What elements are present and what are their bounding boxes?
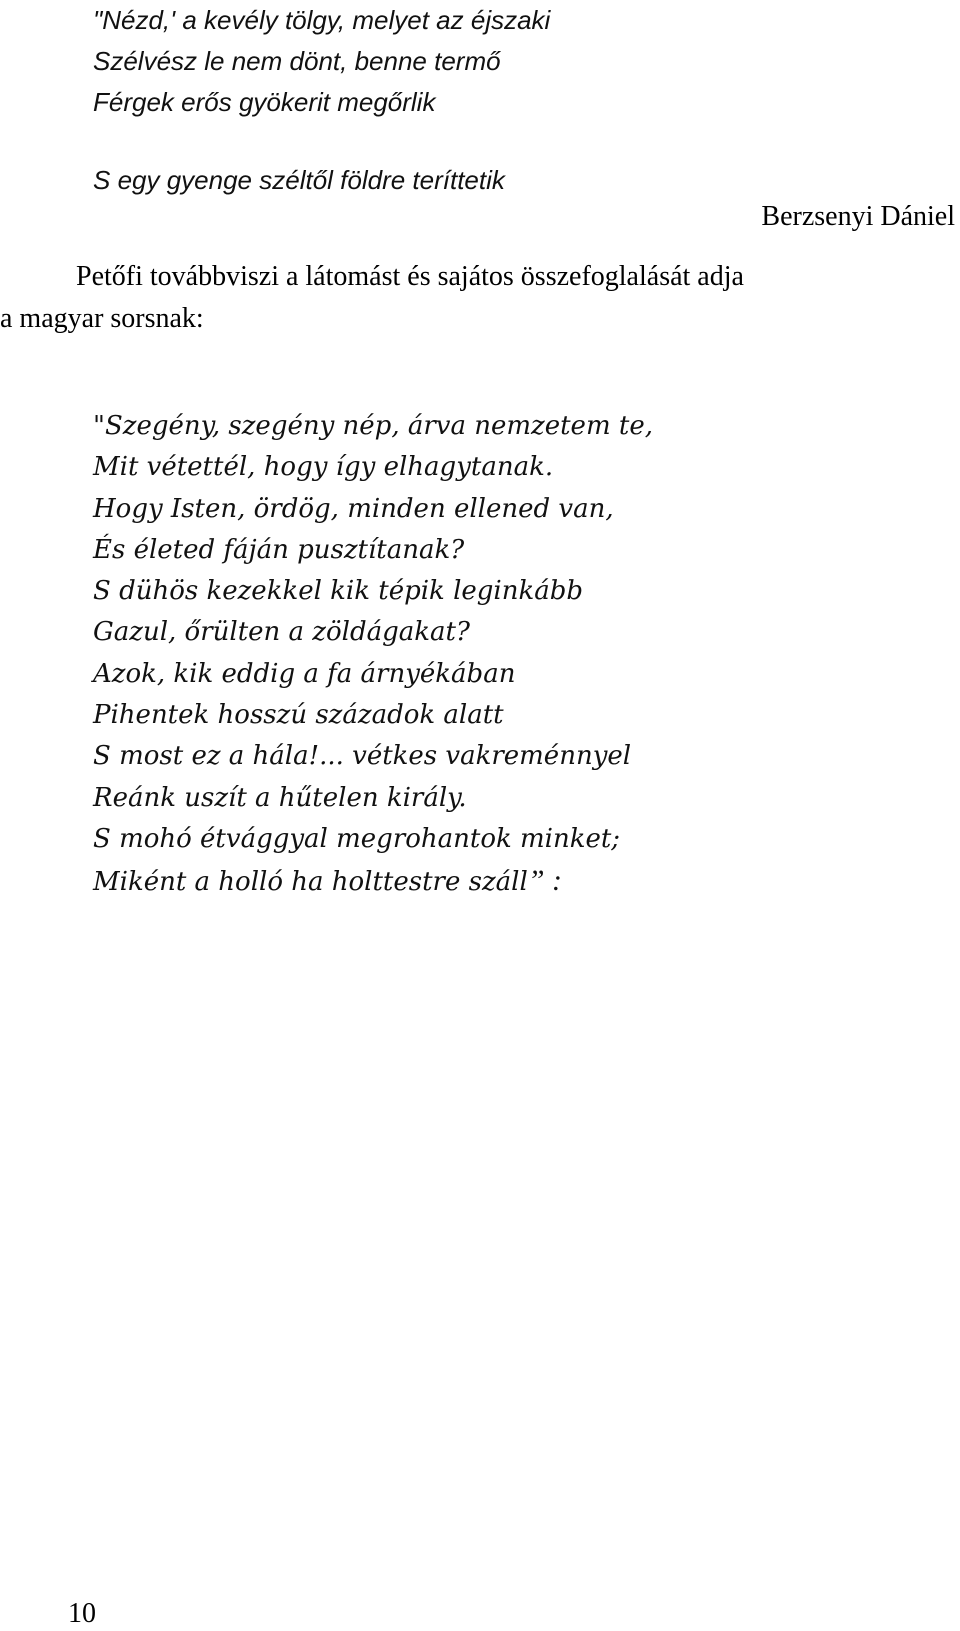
poem-line: Reánk uszít a hűtelen király. bbox=[93, 782, 467, 813]
poem-line: Hogy Isten, ördög, minden ellened van, bbox=[93, 493, 614, 524]
poem-line: S most ez a hála!... vétkes vakreménnyel bbox=[93, 741, 632, 772]
poem-line: "Szegény, szegény nép, árva nemzetem te, bbox=[93, 411, 653, 441]
paragraph-line: a magyar sorsnak: bbox=[0, 303, 204, 334]
poem-line-last bbox=[93, 860, 653, 903]
closing-quote-mark: ” : bbox=[527, 864, 562, 898]
quote-author: Berzsenyi Dániel bbox=[761, 201, 955, 232]
petofi-poem bbox=[93, 406, 653, 904]
stanza-gap bbox=[93, 123, 550, 160]
quote-line: S egy gyenge széltől földre teríttetik bbox=[93, 165, 505, 195]
body-paragraph bbox=[0, 256, 958, 340]
berzsenyi-quote bbox=[93, 0, 550, 201]
quote-line: Férgek erős gyökerit megőrlik bbox=[93, 87, 436, 117]
quote-line: "Nézd,' a kevély tölgy, melyet az éjszaki bbox=[93, 5, 551, 35]
poem-line: S mohó étvággyal megrohantok minket; bbox=[93, 823, 621, 854]
poem-line: És életed fáján pusztítanak? bbox=[93, 534, 465, 565]
poem-line-text: Miként a holló ha holttestre száll bbox=[93, 867, 528, 898]
quote-line: Szélvész le nem dönt, benne termő bbox=[93, 46, 501, 76]
poem-line: Pihentek hosszú századok alatt bbox=[93, 700, 504, 731]
poem-line: Mit vétettél, hogy így elhagytanak. bbox=[93, 452, 554, 483]
poem-line: Azok, kik eddig a fa árnyékában bbox=[93, 658, 516, 689]
poem-line: Gazul, őrülten a zöldágakat? bbox=[93, 617, 470, 648]
paragraph-line: Petőfi továbbviszi a látomást és sajátos összefoglalását adja bbox=[76, 261, 744, 292]
page-number: 10 bbox=[68, 1598, 96, 1629]
poem-line: S dühös kezekkel kik tépik leginkább bbox=[93, 576, 584, 607]
